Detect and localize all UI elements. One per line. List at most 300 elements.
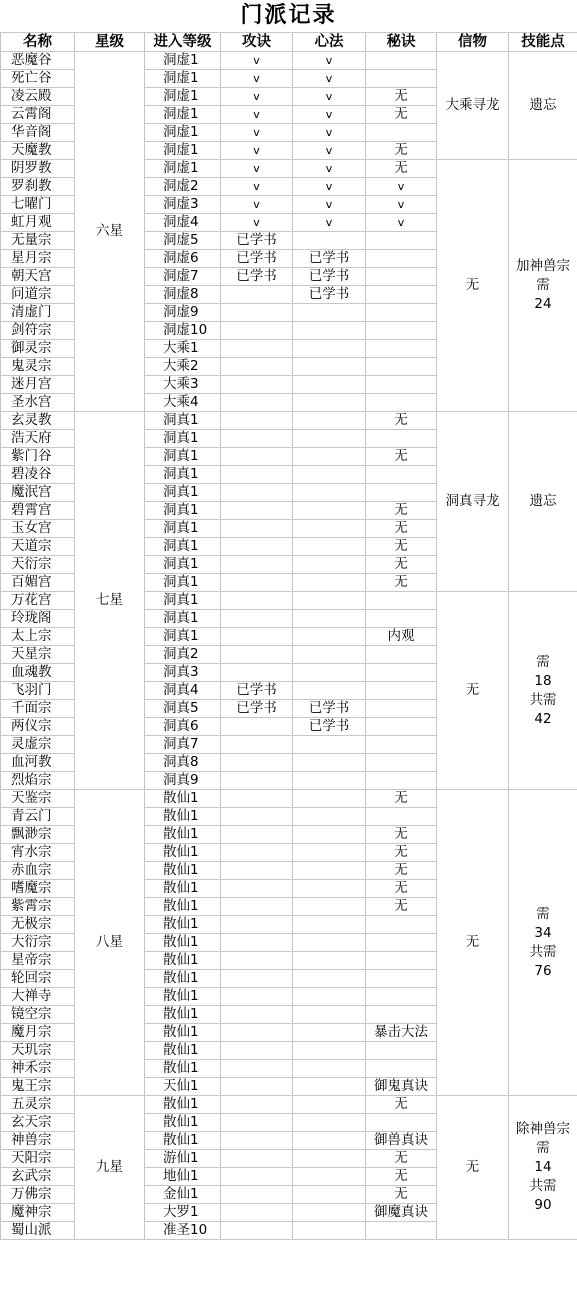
secret-cell — [366, 232, 437, 250]
mind-cell: 已学书 — [293, 718, 366, 736]
secret-cell: 无 — [366, 448, 437, 466]
sect-name-cell: 华音阁 — [1, 124, 75, 142]
entry-level-cell: 散仙1 — [145, 862, 221, 880]
attack-cell — [221, 574, 293, 592]
entry-level-cell: 散仙1 — [145, 844, 221, 862]
mind-cell — [293, 376, 366, 394]
mind-cell — [293, 1042, 366, 1060]
secret-cell — [366, 376, 437, 394]
attack-cell — [221, 286, 293, 304]
attack-cell — [221, 754, 293, 772]
entry-level-cell: 散仙1 — [145, 880, 221, 898]
sect-name-cell: 青云门 — [1, 808, 75, 826]
secret-cell: v — [366, 178, 437, 196]
mind-cell — [293, 484, 366, 502]
entry-level-cell: 洞虚6 — [145, 250, 221, 268]
mind-cell — [293, 232, 366, 250]
mind-cell — [293, 628, 366, 646]
secret-cell: 无 — [366, 1186, 437, 1204]
mind-cell — [293, 790, 366, 808]
attack-cell: 已学书 — [221, 232, 293, 250]
attack-cell: 已学书 — [221, 268, 293, 286]
secret-cell: 无 — [366, 502, 437, 520]
sect-name-cell: 鬼王宗 — [1, 1078, 75, 1096]
secret-cell: 无 — [366, 574, 437, 592]
token-cell: 无 — [437, 790, 509, 1096]
secret-cell — [366, 52, 437, 70]
attack-cell — [221, 790, 293, 808]
entry-level-cell: 洞真7 — [145, 736, 221, 754]
attack-cell — [221, 448, 293, 466]
attack-cell — [221, 502, 293, 520]
secret-cell — [366, 1114, 437, 1132]
secret-cell — [366, 970, 437, 988]
secret-cell — [366, 322, 437, 340]
entry-level-cell: 洞真4 — [145, 682, 221, 700]
mind-cell — [293, 988, 366, 1006]
header-row — [1, 33, 577, 52]
secret-cell: 无 — [366, 142, 437, 160]
sect-name-cell: 天道宗 — [1, 538, 75, 556]
attack-cell: v — [221, 70, 293, 88]
attack-cell — [221, 1204, 293, 1222]
entry-level-cell: 天仙1 — [145, 1078, 221, 1096]
secret-cell — [366, 664, 437, 682]
secret-cell — [366, 916, 437, 934]
token-cell: 洞真寻龙 — [437, 412, 509, 592]
attack-cell — [221, 826, 293, 844]
secret-cell: 无 — [366, 826, 437, 844]
mind-cell — [293, 1078, 366, 1096]
sect-name-cell: 恶魔谷 — [1, 52, 75, 70]
secret-cell — [366, 934, 437, 952]
mind-cell: 已学书 — [293, 700, 366, 718]
sect-name-cell: 血魂教 — [1, 664, 75, 682]
secret-cell — [366, 952, 437, 970]
sect-name-cell: 虹月观 — [1, 214, 75, 232]
token-cell: 大乘寻龙 — [437, 52, 509, 160]
secret-cell: 无 — [366, 556, 437, 574]
entry-level-cell: 散仙1 — [145, 916, 221, 934]
sect-name-cell: 飘渺宗 — [1, 826, 75, 844]
sect-name-cell: 天魔教 — [1, 142, 75, 160]
secret-cell — [366, 808, 437, 826]
sect-name-cell: 两仪宗 — [1, 718, 75, 736]
entry-level-cell: 散仙1 — [145, 970, 221, 988]
secret-cell — [366, 304, 437, 322]
sect-name-cell: 圣水宫 — [1, 394, 75, 412]
sect-name-cell: 清虚门 — [1, 304, 75, 322]
entry-level-cell: 散仙1 — [145, 898, 221, 916]
sect-name-cell: 云霄阁 — [1, 106, 75, 124]
secret-cell: 无 — [366, 898, 437, 916]
entry-level-cell: 洞真5 — [145, 700, 221, 718]
mind-cell — [293, 682, 366, 700]
entry-level-cell: 散仙1 — [145, 1114, 221, 1132]
sect-name-cell: 玄武宗 — [1, 1168, 75, 1186]
sect-name-cell: 烈焰宗 — [1, 772, 75, 790]
mind-cell: v — [293, 88, 366, 106]
sect-name-cell: 大衍宗 — [1, 934, 75, 952]
header-attack: 攻诀 — [221, 33, 293, 52]
mind-cell — [293, 412, 366, 430]
entry-level-cell: 散仙1 — [145, 1006, 221, 1024]
header-star: 星级 — [75, 33, 145, 52]
attack-cell — [221, 466, 293, 484]
sect-name-cell: 千面宗 — [1, 700, 75, 718]
entry-level-cell: 洞真1 — [145, 538, 221, 556]
mind-cell — [293, 304, 366, 322]
mind-cell: v — [293, 106, 366, 124]
sect-name-cell: 镜空宗 — [1, 1006, 75, 1024]
attack-cell: 已学书 — [221, 682, 293, 700]
mind-cell — [293, 1150, 366, 1168]
mind-cell — [293, 466, 366, 484]
entry-level-cell: 散仙1 — [145, 1060, 221, 1078]
attack-cell — [221, 358, 293, 376]
attack-cell: 已学书 — [221, 250, 293, 268]
mind-cell — [293, 772, 366, 790]
attack-cell — [221, 898, 293, 916]
mind-cell: v — [293, 142, 366, 160]
entry-level-cell: 洞虚1 — [145, 160, 221, 178]
attack-cell — [221, 1222, 293, 1240]
mind-cell — [293, 826, 366, 844]
attack-cell — [221, 412, 293, 430]
sect-name-cell: 星帝宗 — [1, 952, 75, 970]
sect-name-cell: 朝天宫 — [1, 268, 75, 286]
entry-level-cell: 散仙1 — [145, 790, 221, 808]
mind-cell — [293, 574, 366, 592]
sect-name-cell: 天星宗 — [1, 646, 75, 664]
attack-cell — [221, 304, 293, 322]
mind-cell — [293, 520, 366, 538]
sect-name-cell: 灵虚宗 — [1, 736, 75, 754]
sect-name-cell: 玲珑阁 — [1, 610, 75, 628]
mind-cell: 已学书 — [293, 250, 366, 268]
mind-cell — [293, 952, 366, 970]
entry-level-cell: 洞真1 — [145, 556, 221, 574]
secret-cell — [366, 1042, 437, 1060]
sect-name-cell: 嗜魔宗 — [1, 880, 75, 898]
secret-cell: 无 — [366, 412, 437, 430]
attack-cell: v — [221, 214, 293, 232]
secret-cell: 无 — [366, 538, 437, 556]
attack-cell — [221, 430, 293, 448]
sect-name-cell: 御灵宗 — [1, 340, 75, 358]
secret-cell: 暴击大法 — [366, 1024, 437, 1042]
sect-name-cell: 魔月宗 — [1, 1024, 75, 1042]
sect-name-cell: 大禅寺 — [1, 988, 75, 1006]
entry-level-cell: 散仙1 — [145, 952, 221, 970]
secret-cell: v — [366, 214, 437, 232]
attack-cell — [221, 844, 293, 862]
attack-cell — [221, 340, 293, 358]
entry-level-cell: 洞真1 — [145, 574, 221, 592]
sect-name-cell: 轮回宗 — [1, 970, 75, 988]
mind-cell: v — [293, 70, 366, 88]
mind-cell — [293, 448, 366, 466]
entry-level-cell: 洞虚1 — [145, 142, 221, 160]
entry-level-cell: 洞真3 — [145, 664, 221, 682]
entry-level-cell: 大罗1 — [145, 1204, 221, 1222]
secret-cell — [366, 358, 437, 376]
entry-level-cell: 洞真6 — [145, 718, 221, 736]
attack-cell — [221, 1042, 293, 1060]
attack-cell — [221, 952, 293, 970]
sect-name-cell: 太上宗 — [1, 628, 75, 646]
table-row — [1, 412, 577, 430]
skill-points-cell: 需 18 共需 42 — [509, 592, 577, 790]
secret-cell: 无 — [366, 88, 437, 106]
sect-name-cell: 问道宗 — [1, 286, 75, 304]
skill-points-cell: 需 34 共需 76 — [509, 790, 577, 1096]
mind-cell — [293, 358, 366, 376]
attack-cell — [221, 772, 293, 790]
header-secret: 秘诀 — [366, 33, 437, 52]
mind-cell: 已学书 — [293, 268, 366, 286]
star-rating-cell: 七星 — [75, 412, 145, 790]
entry-level-cell: 金仙1 — [145, 1186, 221, 1204]
table-row — [1, 52, 577, 70]
mind-cell — [293, 1204, 366, 1222]
mind-cell — [293, 430, 366, 448]
mind-cell — [293, 1132, 366, 1150]
sect-name-cell: 剑符宗 — [1, 322, 75, 340]
sect-name-cell: 万佛宗 — [1, 1186, 75, 1204]
entry-level-cell: 大乘1 — [145, 340, 221, 358]
attack-cell: v — [221, 196, 293, 214]
secret-cell — [366, 484, 437, 502]
sect-name-cell: 罗刹教 — [1, 178, 75, 196]
sect-name-cell: 飞羽门 — [1, 682, 75, 700]
attack-cell — [221, 394, 293, 412]
attack-cell: v — [221, 142, 293, 160]
mind-cell — [293, 322, 366, 340]
sect-name-cell: 碧凌谷 — [1, 466, 75, 484]
mind-cell — [293, 844, 366, 862]
mind-cell — [293, 646, 366, 664]
sect-name-cell: 赤血宗 — [1, 862, 75, 880]
mind-cell — [293, 502, 366, 520]
secret-cell — [366, 772, 437, 790]
entry-level-cell: 洞真9 — [145, 772, 221, 790]
secret-cell: 无 — [366, 844, 437, 862]
entry-level-cell: 散仙1 — [145, 1132, 221, 1150]
mind-cell — [293, 1186, 366, 1204]
sect-name-cell: 魔神宗 — [1, 1204, 75, 1222]
table-row — [1, 790, 577, 808]
secret-cell: 御魔真诀 — [366, 1204, 437, 1222]
entry-level-cell: 洞真8 — [145, 754, 221, 772]
entry-level-cell: 洞真1 — [145, 412, 221, 430]
entry-level-cell: 大乘4 — [145, 394, 221, 412]
attack-cell — [221, 1096, 293, 1114]
mind-cell — [293, 592, 366, 610]
token-cell: 无 — [437, 160, 509, 412]
mind-cell — [293, 1060, 366, 1078]
entry-level-cell: 游仙1 — [145, 1150, 221, 1168]
mind-cell — [293, 538, 366, 556]
attack-cell — [221, 484, 293, 502]
attack-cell: v — [221, 178, 293, 196]
secret-cell: 无 — [366, 1150, 437, 1168]
header-entry-level: 进入等级 — [145, 33, 221, 52]
entry-level-cell: 洞虚9 — [145, 304, 221, 322]
entry-level-cell: 洞真1 — [145, 448, 221, 466]
sect-name-cell: 天衍宗 — [1, 556, 75, 574]
mind-cell: v — [293, 124, 366, 142]
entry-level-cell: 洞真1 — [145, 502, 221, 520]
sect-name-cell: 七曜门 — [1, 196, 75, 214]
secret-cell — [366, 1060, 437, 1078]
entry-level-cell: 洞虚8 — [145, 286, 221, 304]
sect-name-cell: 百媚宫 — [1, 574, 75, 592]
header-mind: 心法 — [293, 33, 366, 52]
mind-cell: v — [293, 178, 366, 196]
entry-level-cell: 洞虚1 — [145, 70, 221, 88]
secret-cell — [366, 592, 437, 610]
attack-cell — [221, 1186, 293, 1204]
attack-cell — [221, 322, 293, 340]
sect-name-cell: 神禾宗 — [1, 1060, 75, 1078]
attack-cell — [221, 988, 293, 1006]
header-skill-points: 技能点 — [509, 33, 577, 52]
entry-level-cell: 准圣10 — [145, 1222, 221, 1240]
sect-record-table — [0, 32, 577, 1240]
attack-cell — [221, 664, 293, 682]
entry-level-cell: 洞真1 — [145, 520, 221, 538]
mind-cell: v — [293, 214, 366, 232]
attack-cell — [221, 1114, 293, 1132]
attack-cell — [221, 592, 293, 610]
entry-level-cell: 洞虚7 — [145, 268, 221, 286]
mind-cell: v — [293, 160, 366, 178]
star-rating-cell: 六星 — [75, 52, 145, 412]
token-cell: 无 — [437, 592, 509, 790]
entry-level-cell: 散仙1 — [145, 1096, 221, 1114]
entry-level-cell: 洞虚4 — [145, 214, 221, 232]
mind-cell — [293, 880, 366, 898]
sect-name-cell: 星月宗 — [1, 250, 75, 268]
sect-name-cell: 万花宫 — [1, 592, 75, 610]
secret-cell: 无 — [366, 106, 437, 124]
sect-name-cell: 神兽宗 — [1, 1132, 75, 1150]
attack-cell — [221, 970, 293, 988]
attack-cell — [221, 538, 293, 556]
entry-level-cell: 洞真1 — [145, 628, 221, 646]
secret-cell: 无 — [366, 160, 437, 178]
sect-name-cell: 无极宗 — [1, 916, 75, 934]
secret-cell — [366, 1006, 437, 1024]
entry-level-cell: 洞虚3 — [145, 196, 221, 214]
secret-cell: 御鬼真诀 — [366, 1078, 437, 1096]
entry-level-cell: 洞虚1 — [145, 88, 221, 106]
secret-cell: v — [366, 196, 437, 214]
entry-level-cell: 大乘2 — [145, 358, 221, 376]
sect-name-cell: 玄灵教 — [1, 412, 75, 430]
sect-name-cell: 死亡谷 — [1, 70, 75, 88]
attack-cell — [221, 1132, 293, 1150]
entry-level-cell: 洞虚5 — [145, 232, 221, 250]
secret-cell — [366, 70, 437, 88]
secret-cell — [366, 1222, 437, 1240]
entry-level-cell: 洞真1 — [145, 430, 221, 448]
sect-name-cell: 五灵宗 — [1, 1096, 75, 1114]
secret-cell — [366, 718, 437, 736]
mind-cell — [293, 556, 366, 574]
sect-name-cell: 鬼灵宗 — [1, 358, 75, 376]
secret-cell — [366, 682, 437, 700]
attack-cell — [221, 1006, 293, 1024]
entry-level-cell: 洞虚10 — [145, 322, 221, 340]
secret-cell — [366, 988, 437, 1006]
secret-cell — [366, 610, 437, 628]
sect-name-cell: 紫门谷 — [1, 448, 75, 466]
attack-cell — [221, 646, 293, 664]
attack-cell — [221, 880, 293, 898]
attack-cell: v — [221, 106, 293, 124]
sect-name-cell: 浩天府 — [1, 430, 75, 448]
mind-cell — [293, 340, 366, 358]
mind-cell — [293, 934, 366, 952]
attack-cell — [221, 1168, 293, 1186]
sect-name-cell: 迷月宫 — [1, 376, 75, 394]
attack-cell — [221, 736, 293, 754]
sect-name-cell: 天鉴宗 — [1, 790, 75, 808]
entry-level-cell: 洞真2 — [145, 646, 221, 664]
secret-cell: 内观 — [366, 628, 437, 646]
entry-level-cell: 洞真1 — [145, 592, 221, 610]
secret-cell: 无 — [366, 1096, 437, 1114]
token-cell: 无 — [437, 1096, 509, 1240]
attack-cell — [221, 916, 293, 934]
entry-level-cell: 洞虚1 — [145, 106, 221, 124]
mind-cell — [293, 1024, 366, 1042]
sect-name-cell: 天阳宗 — [1, 1150, 75, 1168]
header-name: 名称 — [1, 33, 75, 52]
mind-cell — [293, 970, 366, 988]
secret-cell — [366, 124, 437, 142]
attack-cell — [221, 610, 293, 628]
star-rating-cell: 九星 — [75, 1096, 145, 1240]
sect-name-cell: 魔泯宫 — [1, 484, 75, 502]
mind-cell — [293, 808, 366, 826]
secret-cell: 无 — [366, 520, 437, 538]
mind-cell — [293, 664, 366, 682]
attack-cell: 已学书 — [221, 700, 293, 718]
secret-cell — [366, 250, 437, 268]
sect-name-cell: 碧霄宫 — [1, 502, 75, 520]
secret-cell — [366, 754, 437, 772]
mind-cell — [293, 1222, 366, 1240]
mind-cell — [293, 736, 366, 754]
entry-level-cell: 洞虚1 — [145, 52, 221, 70]
entry-level-cell: 散仙1 — [145, 934, 221, 952]
attack-cell: v — [221, 88, 293, 106]
mind-cell — [293, 1114, 366, 1132]
secret-cell: 无 — [366, 1168, 437, 1186]
secret-cell — [366, 268, 437, 286]
attack-cell — [221, 1024, 293, 1042]
attack-cell: v — [221, 160, 293, 178]
sect-name-cell: 血河教 — [1, 754, 75, 772]
secret-cell — [366, 736, 437, 754]
entry-level-cell: 地仙1 — [145, 1168, 221, 1186]
secret-cell: 无 — [366, 862, 437, 880]
mind-cell — [293, 916, 366, 934]
mind-cell: 已学书 — [293, 286, 366, 304]
